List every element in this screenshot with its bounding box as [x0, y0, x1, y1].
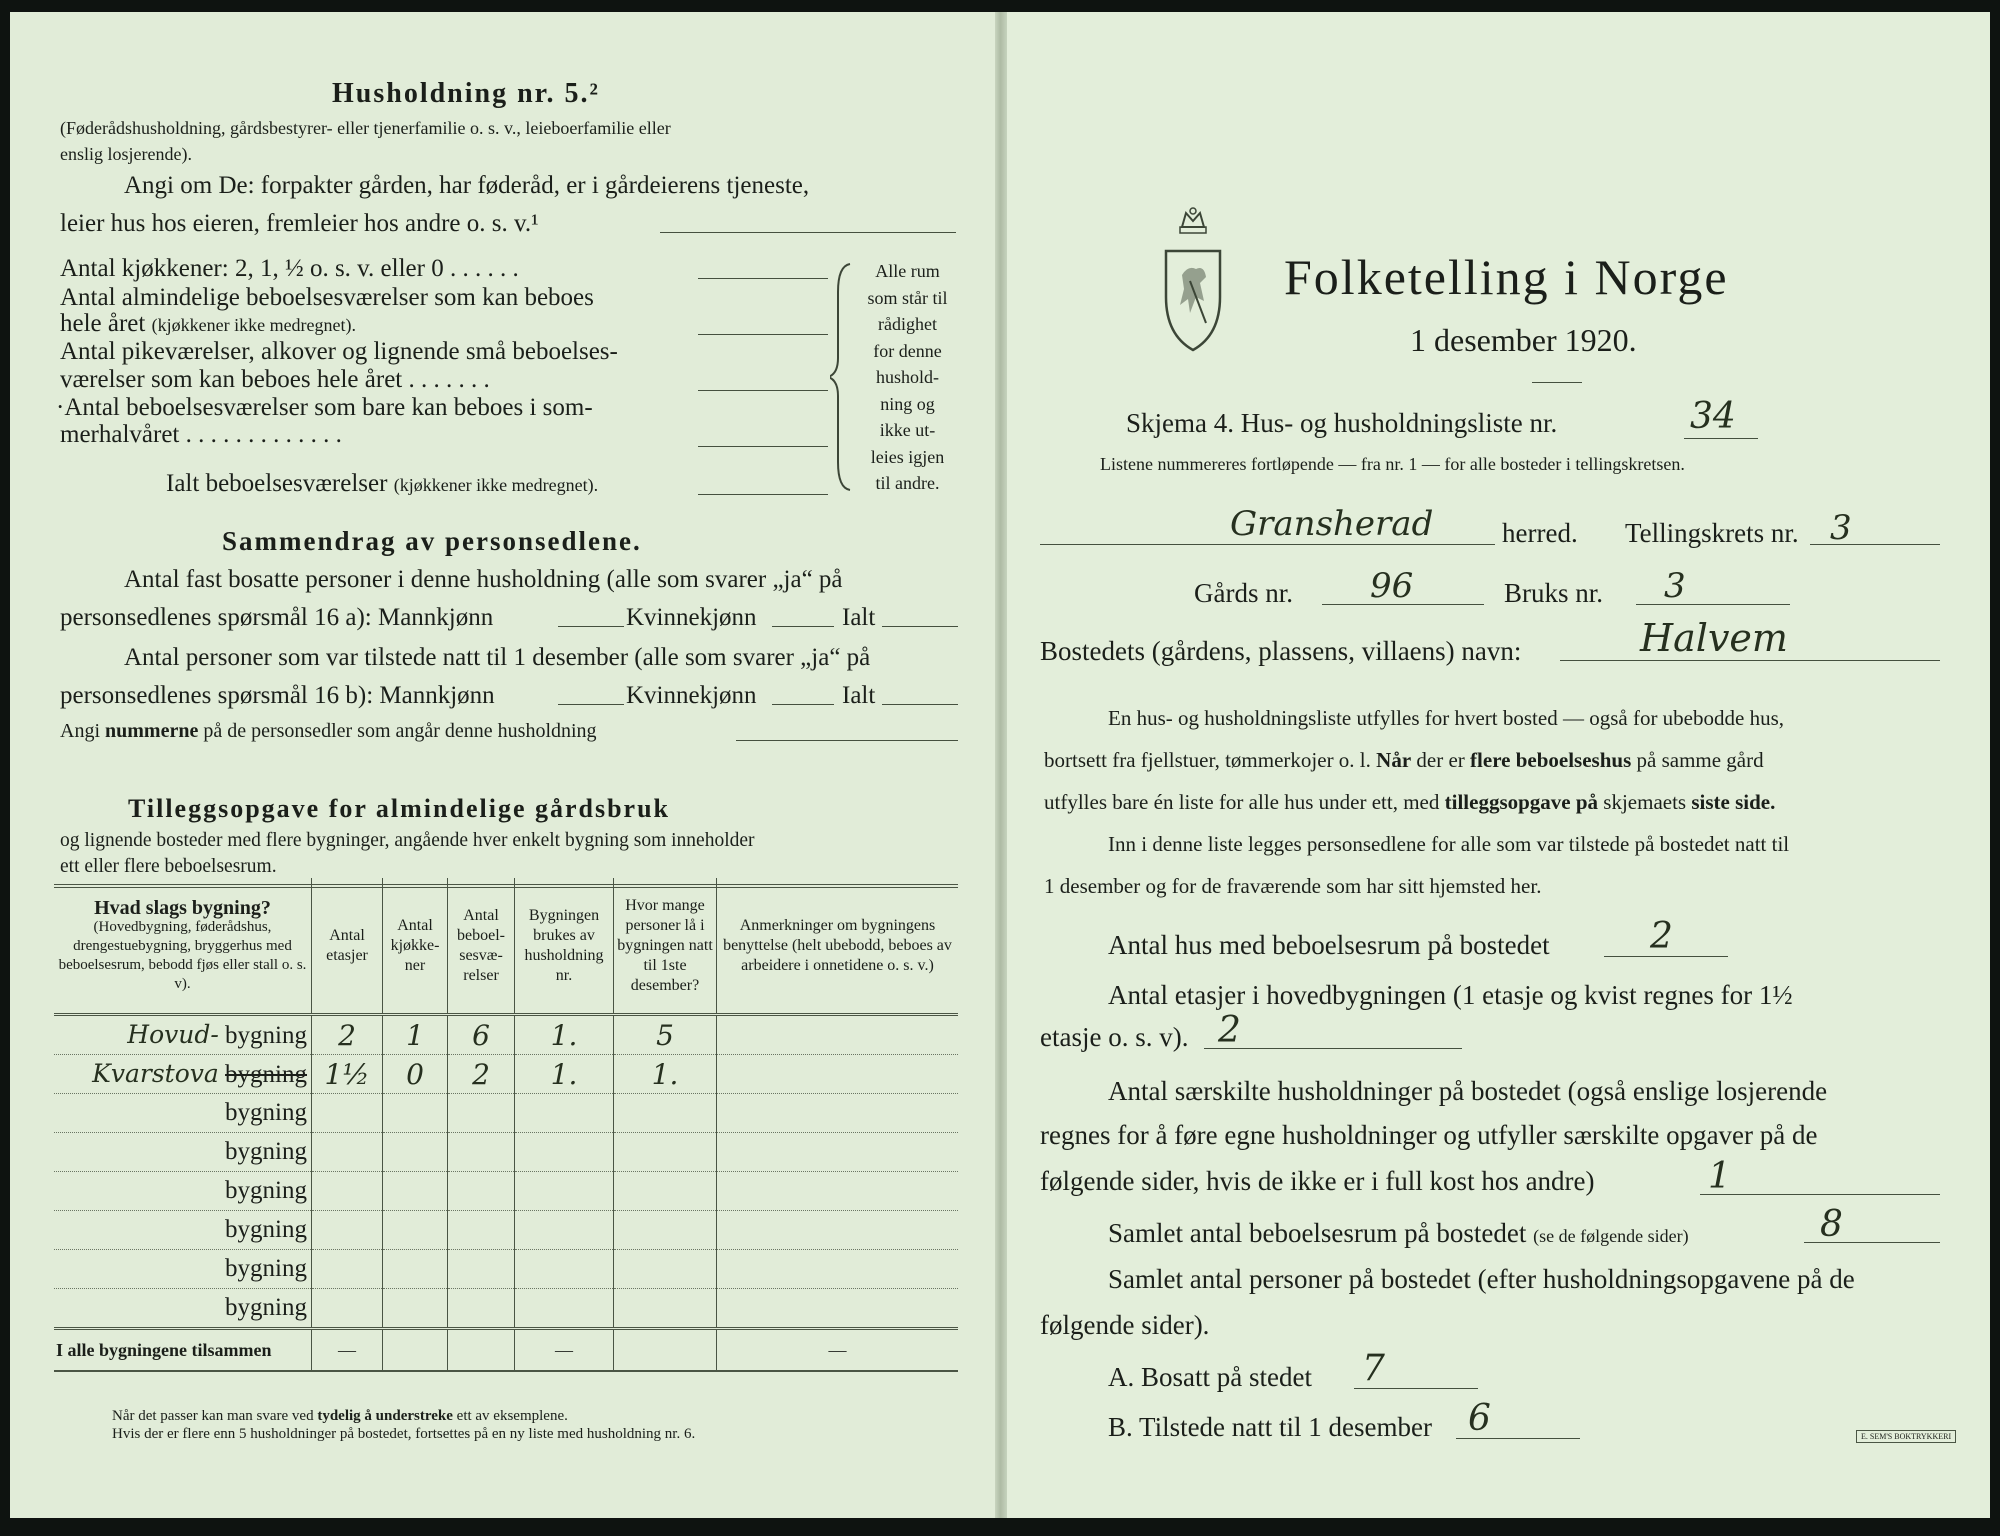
angi-line-1: Angi om De: forpakter gården, har føderåd, er i gårdeierens tjeneste,: [124, 172, 810, 199]
summary-total-line-1: [882, 626, 958, 627]
q-a-line: [1354, 1388, 1478, 1389]
cell-rum: [448, 1289, 515, 1329]
instructions-4: Inn i denne liste legges personsedlene for alle som var tilstede på bostedet natt til: [1108, 832, 1790, 856]
cell-personer: 5: [614, 1015, 717, 1055]
table-row: [54, 1289, 958, 1329]
summary-numbers-line: [736, 740, 958, 741]
footnote-1-text: Når det passer kan man svare ved: [112, 1408, 314, 1424]
header-etasjer: Antal etasjer: [312, 878, 383, 1015]
building-suffix: bygning: [225, 1061, 307, 1088]
footnote-1-bold: tydelig å understreke: [317, 1408, 453, 1424]
cell-personer: [614, 1172, 717, 1211]
building-name: Hovud-: [127, 1020, 219, 1049]
q-b-label: B. Tilstede natt til 1 desember: [1108, 1412, 1432, 1442]
cell-anmerkninger: [717, 1289, 959, 1329]
cell-anmerkninger: [717, 1172, 959, 1211]
side-note-line: ikke ut-: [879, 420, 936, 440]
instructions-3b: tilleggsopgave på: [1444, 790, 1599, 814]
building-cell: [54, 1211, 312, 1250]
q-rum-line: [1804, 1242, 1940, 1243]
header-anmerkninger: Anmerkninger om bygningens benyttelse (helt ubebodd, beboes av arbeidere i onnetidene o. s. v.): [717, 878, 959, 1015]
cell-rum: [448, 1211, 515, 1250]
cell-personer: [614, 1211, 717, 1250]
bosted-line: [1560, 660, 1940, 661]
q-b-line: [1456, 1438, 1580, 1439]
cell-personer: 1.: [614, 1055, 717, 1094]
summary-line-2: personsedlenes spørsmål 16 a): Mannkjønn: [60, 604, 494, 631]
supplement-text-2: ett eller flere beboelsesrum.: [60, 856, 277, 877]
cell-rum: 2: [448, 1055, 515, 1094]
rooms-c-line-2: merhalvåret . . . . . . . . . . . . .: [60, 421, 342, 448]
total-etasjer: —: [312, 1329, 383, 1372]
rooms-total: [166, 470, 598, 498]
bruks-line: [1636, 604, 1790, 605]
building-suffix: bygning: [225, 1138, 307, 1165]
building-cell: [54, 1133, 312, 1172]
rooms-a-note: (kjøkkener ikke medregnet).: [151, 315, 357, 335]
cell-anmerkninger: [717, 1094, 959, 1133]
cell-rum: [448, 1094, 515, 1133]
cell-rum: [448, 1172, 515, 1211]
herred-line: [1040, 544, 1495, 545]
numbering-note: Listene nummereres fortløpende — fra nr. 1 — for alle bosteder i tellingskretsen.: [1100, 454, 1685, 474]
side-note-line: ning og: [880, 393, 935, 414]
supplement-text-1: og lignende bosteder med flere bygninger, angående hver enkelt bygning som inneholder: [60, 830, 755, 851]
cell-rum: [448, 1250, 515, 1289]
gards-number: 96: [1370, 566, 1414, 606]
krets-line: [1810, 544, 1940, 545]
household-intro-1: (Føderådshusholdning, gårdsbestyrer- eller tjenerfamilie o. s. v., leieboerfamilie eller: [60, 118, 671, 138]
printer-stamp: E. SEM'S BOKTRYKKERI: [1856, 1430, 1956, 1443]
summary-female-label-2: Kvinnekjønn: [626, 682, 757, 709]
header-building-title: Hvad slags bygning?: [94, 896, 271, 919]
q-hush-2: regnes for å føre egne husholdninger og utfyller særskilte opgaver på de: [1040, 1120, 1818, 1150]
rooms-a-text: hele året: [60, 310, 146, 337]
instructions-2a: bortsett fra fjellstuer, tømmerkojer o. l.: [1044, 748, 1371, 772]
rooms-a-answer-line: [698, 334, 828, 335]
census-title: Folketelling i Norge: [1284, 249, 1729, 305]
skjema-label: Skjema 4. Hus- og husholdningsliste nr.: [1126, 408, 1558, 438]
summary-total-label-2: Ialt: [842, 682, 876, 709]
table-header-row: [54, 878, 958, 1015]
cell-etasjer: [312, 1133, 383, 1172]
q-pers-1: Samlet antal personer på bostedet (efter husholdningsopgavene på de: [1108, 1264, 1855, 1294]
table-row: [54, 1211, 958, 1250]
header-personer: Hvor mange personer lå i bygningen natt til 1ste desember?: [614, 878, 717, 1015]
cell-etasjer: 1½: [312, 1055, 383, 1094]
q-rum: [1108, 1218, 1689, 1249]
table-row: [54, 1250, 958, 1289]
summary-male-line-2: [558, 704, 624, 705]
summary-female-label-1: Kvinnekjønn: [626, 604, 757, 631]
summary-female-line-1: [772, 626, 834, 627]
summary-male-line-1: [558, 626, 624, 627]
q-hus-line: [1604, 956, 1728, 957]
q-rum-label: Samlet antal beboelsesrum på bostedet: [1108, 1218, 1527, 1248]
instructions-2d: flere beboelseshus: [1470, 748, 1632, 772]
cell-kjokken: 1: [383, 1015, 448, 1055]
q-etasjer-1: Antal etasjer i hovedbygningen (1 etasje og kvist regnes for 1½: [1108, 980, 1793, 1010]
building-suffix: bygning: [225, 1216, 307, 1243]
household-intro-2: enslig losjerende).: [60, 144, 192, 164]
building-cell: [54, 1250, 312, 1289]
rooms-total-answer-line: [698, 494, 828, 495]
cell-etasjer: [312, 1211, 383, 1250]
cell-husholdning: [515, 1289, 614, 1329]
cell-kjokken: 0: [383, 1055, 448, 1094]
instructions-3a: utfylles bare én liste for alle hus under ett, med: [1044, 790, 1440, 814]
summary-line-3: Antal personer som var tilstede natt til 1 desember (alle som svarer „ja“ på: [124, 644, 871, 671]
building-cell: [54, 1015, 312, 1055]
side-note-line: Alle rum: [875, 261, 940, 281]
q-hush-line: [1700, 1194, 1940, 1195]
side-note-line: leies igjen: [870, 446, 945, 467]
cell-kjokken: [383, 1133, 448, 1172]
rooms-b-answer-line: [698, 390, 828, 391]
cell-anmerkninger: [717, 1211, 959, 1250]
summary-numbers-text: på de personsedler som angår denne husholdning: [203, 720, 597, 742]
angi-answer-line: [660, 232, 956, 233]
cell-anmerkninger: [717, 1015, 959, 1055]
table-row: [54, 1094, 958, 1133]
bruks-label: Bruks nr.: [1504, 578, 1604, 608]
footnote-1: [112, 1408, 568, 1425]
cell-kjokken: [383, 1211, 448, 1250]
cell-husholdning: 1.: [515, 1015, 614, 1055]
cell-husholdning: [515, 1211, 614, 1250]
building-suffix: bygning: [225, 1294, 307, 1321]
summary-numbers-prefix: Angi: [60, 720, 100, 742]
header-building-type: [54, 878, 312, 1015]
q-hush-1: Antal særskilte husholdninger på bostedet (også enslige losjerende: [1108, 1076, 1828, 1106]
cell-anmerkninger: [717, 1133, 959, 1172]
rooms-c-line-1: ·Antal beboelsesværelser som bare kan beboes i som-: [56, 394, 593, 421]
cell-etasjer: [312, 1094, 383, 1133]
instructions-3c: skjemaets: [1603, 790, 1687, 814]
rooms-c-answer-line: [698, 446, 828, 447]
cell-husholdning: [515, 1250, 614, 1289]
summary-total-line-2: [882, 704, 958, 705]
instructions-5: 1 desember og for de fraværende som har sitt hjemsted her.: [1044, 874, 1542, 898]
side-note-line: som står til: [867, 287, 948, 308]
rooms-total-note: (kjøkkener ikke medregnet).: [393, 475, 599, 495]
q-hush-value: 1: [1708, 1156, 1731, 1197]
building-table: [54, 878, 958, 1372]
cell-husholdning: [515, 1172, 614, 1211]
rooms-b-line-1: Antal pikeværelser, alkover og lignende små beboelses-: [60, 338, 618, 365]
cell-etasjer: [312, 1250, 383, 1289]
footnote-1-end: ett av eksemplene.: [456, 1408, 568, 1424]
table-row: [54, 1133, 958, 1172]
q-etasjer-value: 2: [1218, 1010, 1241, 1051]
coat-of-arms-icon: [1160, 205, 1226, 355]
bosted-name: Halvem: [1640, 616, 1788, 660]
instructions-2c: der er: [1416, 748, 1465, 772]
q-hus-value: 2: [1650, 916, 1673, 957]
instructions-1: En hus- og husholdningsliste utfylles for hvert bosted — også for ubebodde hus,: [1108, 706, 1784, 730]
krets-number: 3: [1830, 508, 1852, 548]
kitchens-answer-line: [698, 278, 828, 279]
building-suffix: bygning: [225, 1177, 307, 1204]
side-note: [855, 258, 960, 497]
gards-line: [1322, 604, 1484, 605]
cell-kjokken: [383, 1172, 448, 1211]
gards-label: Gårds nr.: [1194, 578, 1293, 608]
building-suffix: bygning: [225, 1099, 307, 1126]
angi-line-2: leier hus hos eieren, fremleier hos andre o. s. v.¹: [60, 210, 539, 237]
herred-name: Gransherad: [1230, 504, 1434, 544]
cell-personer: [614, 1094, 717, 1133]
q-a-value: 7: [1362, 1348, 1385, 1389]
q-rum-note: (se de følgende sider): [1533, 1226, 1689, 1246]
rooms-b-line-2: værelser som kan beboes hele året . . . . . . .: [60, 366, 490, 393]
q-etasjer-2: etasje o. s. v).: [1040, 1022, 1189, 1052]
cell-personer: [614, 1250, 717, 1289]
header-building-desc: (Hovedbygning, føderådshus, drengestuebygning, bryggerhus med beboelsesrum, bebodd fjøs eller stall o. s. v).: [58, 918, 307, 992]
total-husholdning: —: [515, 1329, 614, 1372]
total-kjokken: [383, 1329, 448, 1372]
herred-label: herred.: [1502, 518, 1578, 548]
header-rum: Antal beboelsesværelser: [448, 878, 515, 1015]
cell-rum: 6: [448, 1015, 515, 1055]
table-row: [54, 1015, 958, 1055]
rooms-total-label: Ialt beboelsesværelser: [166, 470, 388, 497]
bruks-number: 3: [1664, 566, 1686, 606]
total-personer: [614, 1329, 717, 1372]
cell-rum: [448, 1133, 515, 1172]
summary-numbers-bold: nummerne: [105, 720, 199, 742]
cell-husholdning: [515, 1133, 614, 1172]
cell-husholdning: [515, 1094, 614, 1133]
cell-anmerkninger: [717, 1055, 959, 1094]
instructions-2b: Når: [1376, 748, 1412, 772]
krets-label: Tellingskrets nr.: [1625, 518, 1799, 548]
instructions-3: [1044, 790, 1775, 815]
rooms-a-line-2: [60, 310, 356, 338]
cell-personer: [614, 1289, 717, 1329]
rooms-a-line-1: Antal almindelige beboelsesværelser som kan beboes: [60, 284, 594, 311]
census-date: 1 desember 1920.: [1410, 322, 1637, 358]
summary-title: Sammendrag av personsedlene.: [222, 526, 642, 556]
building-cell: [54, 1172, 312, 1211]
summary-line-1: Antal fast bosatte personer i denne husholdning (alle som svarer „ja“ på: [124, 566, 843, 593]
total-label: I alle bygningene tilsammen: [54, 1329, 312, 1372]
cell-husholdning: 1.: [515, 1055, 614, 1094]
header-kjokken: Antal kjøkkener: [383, 878, 448, 1015]
cell-etasjer: 2: [312, 1015, 383, 1055]
cell-etasjer: [312, 1289, 383, 1329]
cell-anmerkninger: [717, 1250, 959, 1289]
side-note-line: til andre.: [875, 473, 940, 493]
building-cell: [54, 1055, 312, 1094]
side-note-line: rådighet: [878, 314, 937, 334]
cell-kjokken: [383, 1250, 448, 1289]
skjema-number: 34: [1690, 396, 1736, 437]
building-suffix: bygning: [225, 1022, 307, 1049]
title-divider: [1532, 382, 1582, 383]
footnote-2: Hvis der er flere enn 5 husholdninger på bostedet, fortsettes på en ny liste med husholdning nr. 6.: [112, 1426, 696, 1442]
building-suffix: bygning: [225, 1255, 307, 1282]
total-anmerkninger: —: [717, 1329, 959, 1372]
kitchens-question: Antal kjøkkener: 2, 1, ½ o. s. v. eller 0 . . . . . .: [60, 255, 519, 282]
cell-kjokken: [383, 1094, 448, 1133]
q-hus-label: Antal hus med beboelsesrum på bostedet: [1108, 930, 1550, 960]
instructions-2e: på samme gård: [1636, 748, 1764, 772]
instructions-3d: siste side.: [1691, 790, 1776, 814]
q-hush-3: følgende sider, hvis de ikke er i full kost hos andre): [1040, 1166, 1595, 1196]
household-title: Husholdning nr. 5.²: [332, 78, 600, 109]
q-b-value: 6: [1468, 1398, 1491, 1439]
q-pers-2: følgende sider).: [1040, 1310, 1210, 1340]
cell-kjokken: [383, 1289, 448, 1329]
q-a-label: A. Bosatt på stedet: [1108, 1362, 1312, 1392]
side-note-line: for denne: [873, 340, 942, 361]
cell-etasjer: [312, 1172, 383, 1211]
total-rum: [448, 1329, 515, 1372]
side-note-line: hushold-: [876, 367, 939, 387]
building-cell: [54, 1289, 312, 1329]
table-row: [54, 1172, 958, 1211]
page-fold: [995, 12, 1007, 1518]
summary-line-4: personsedlenes spørsmål 16 b): Mannkjønn: [60, 682, 495, 709]
header-husholdning: Bygningen brukes av husholdning nr.: [515, 878, 614, 1015]
q-rum-value: 8: [1820, 1204, 1843, 1245]
summary-female-line-2: [772, 704, 834, 705]
bosted-label: Bostedets (gårdens, plassens, villaens) navn:: [1040, 636, 1522, 666]
supplement-title: Tilleggsopgave for almindelige gårdsbruk: [128, 794, 671, 823]
instructions-2: [1044, 748, 1764, 773]
building-name: Kvarstova: [92, 1059, 219, 1088]
table-total-row: [54, 1329, 958, 1372]
summary-numbers: [60, 720, 597, 743]
summary-total-label-1: Ialt: [842, 604, 876, 631]
q-etasjer-line: [1204, 1048, 1462, 1049]
skjema-number-line: [1684, 438, 1758, 439]
cell-personer: [614, 1133, 717, 1172]
table-row: [54, 1055, 958, 1094]
building-cell: [54, 1094, 312, 1133]
